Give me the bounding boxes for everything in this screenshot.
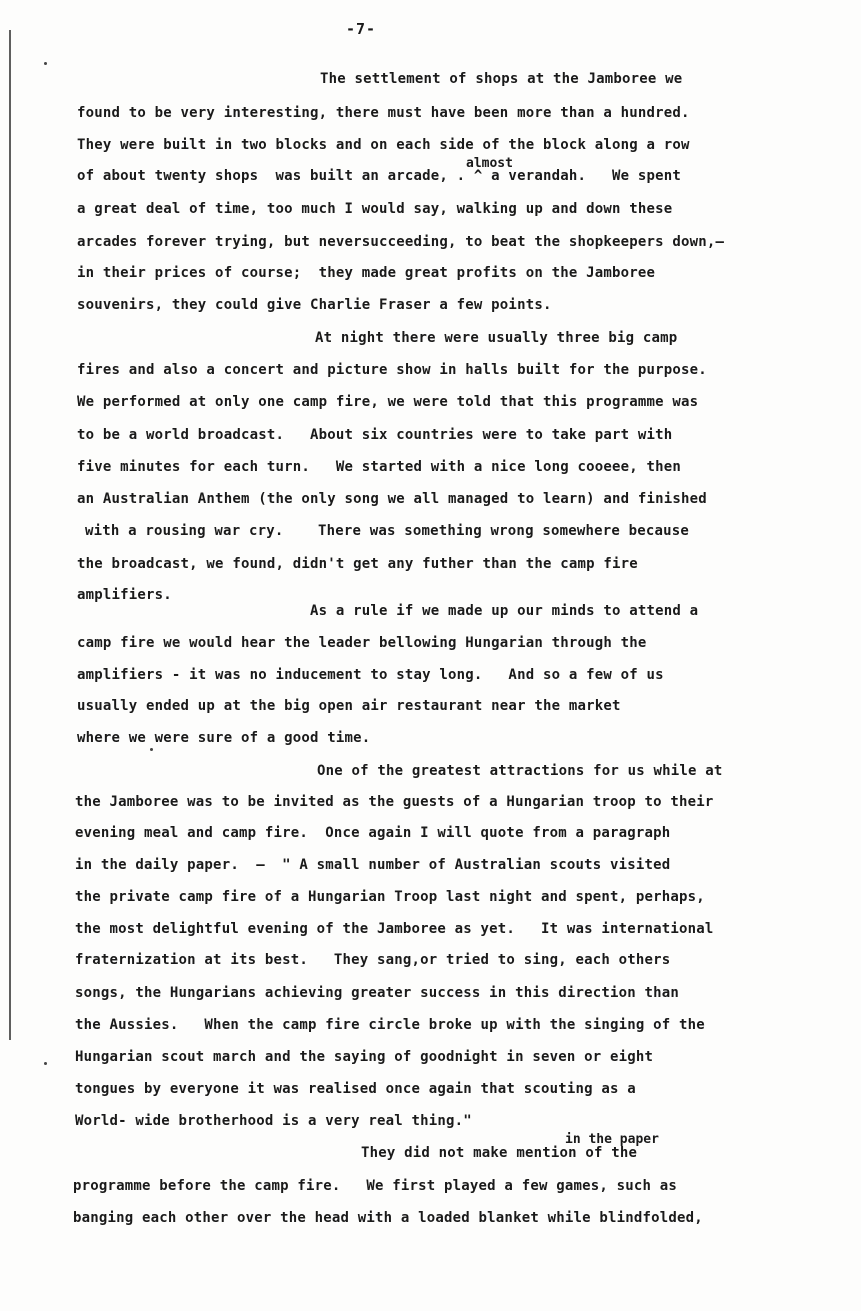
- text-line: They were built in two blocks and on each side of the block along a row: [77, 137, 690, 153]
- ink-speck: [44, 62, 47, 65]
- text-line: of about twenty shops was built an arcade, . ^ a verandah. We spent: [77, 168, 682, 184]
- text-line: a great deal of time, too much I would say, walking up and down these: [77, 201, 673, 217]
- text-line: with a rousing war cry. There was something wrong somewhere because: [85, 523, 690, 539]
- text-line: the most delightful evening of the Jamboree as yet. It was international: [75, 921, 714, 937]
- text-line: The settlement of shops at the Jamboree we: [320, 71, 683, 87]
- text-line: in their prices of course; they made great profits on the Jamboree: [77, 265, 656, 281]
- text-line: programme before the camp fire. We first played a few games, such as: [73, 1178, 678, 1194]
- text-line: tongues by everyone it was realised once again that scouting as a: [75, 1081, 636, 1097]
- handwritten-insert-in-the-paper: in the paper: [565, 1132, 659, 1147]
- text-line: We performed at only one camp fire, we were told that this programme was: [77, 394, 699, 410]
- text-line: Hungarian scout march and the saying of goodnight in seven or eight: [75, 1049, 654, 1065]
- text-line: souvenirs, they could give Charlie Fraser a few points.: [77, 297, 552, 313]
- text-line: They did not make mention of the: [361, 1145, 638, 1161]
- text-line: One of the greatest attractions for us while at: [317, 763, 723, 779]
- text-line: five minutes for each turn. We started with a nice long cooeee, then: [77, 459, 682, 475]
- text-line: usually ended up at the big open air restaurant near the market: [77, 698, 621, 714]
- text-line: songs, the Hungarians achieving greater success in this direction than: [75, 985, 680, 1001]
- text-line: the Aussies. When the camp fire circle broke up with the singing of the: [75, 1017, 705, 1033]
- text-line: camp fire we would hear the leader bellowing Hungarian through the: [77, 635, 647, 651]
- text-line: arcades forever trying, but neversucceeding, to beat the shopkeepers down,—: [77, 234, 725, 250]
- text-line: where we were sure of a good time.: [77, 730, 371, 746]
- text-line: the Jamboree was to be invited as the guests of a Hungarian troop to their: [75, 794, 714, 810]
- text-line: amplifiers.: [77, 587, 172, 603]
- text-line: evening meal and camp fire. Once again I will quote from a paragraph: [75, 825, 671, 841]
- page-number: -7-: [346, 20, 377, 38]
- text-line: World- wide brotherhood is a very real thing.": [75, 1113, 472, 1129]
- text-line: an Australian Anthem (the only song we all managed to learn) and finished: [77, 491, 707, 507]
- text-line: As a rule if we made up our minds to attend a: [310, 603, 699, 619]
- left-margin-rule: [9, 30, 11, 1040]
- text-line: the private camp fire of a Hungarian Troop last night and spent, perhaps,: [75, 889, 705, 905]
- text-line: banging each other over the head with a loaded blanket while blindfolded,: [73, 1210, 703, 1226]
- text-line: found to be very interesting, there must have been more than a hundred.: [77, 105, 690, 121]
- text-line: amplifiers - it was no inducement to stay long. And so a few of us: [77, 667, 664, 683]
- text-line: At night there were usually three big camp: [315, 330, 678, 346]
- text-line: fraternization at its best. They sang,or tried to sing, each others: [75, 952, 671, 968]
- text-line: fires and also a concert and picture show in halls built for the purpose.: [77, 362, 707, 378]
- text-line: in the daily paper. — " A small number of Australian scouts visited: [75, 857, 671, 873]
- ink-speck: [44, 1062, 47, 1065]
- text-line: the broadcast, we found, didn't get any futher than the camp fire: [77, 556, 638, 572]
- handwritten-insert-almost: almost: [466, 156, 513, 171]
- ink-speck: [150, 748, 153, 751]
- text-line: to be a world broadcast. About six countries were to take part with: [77, 427, 673, 443]
